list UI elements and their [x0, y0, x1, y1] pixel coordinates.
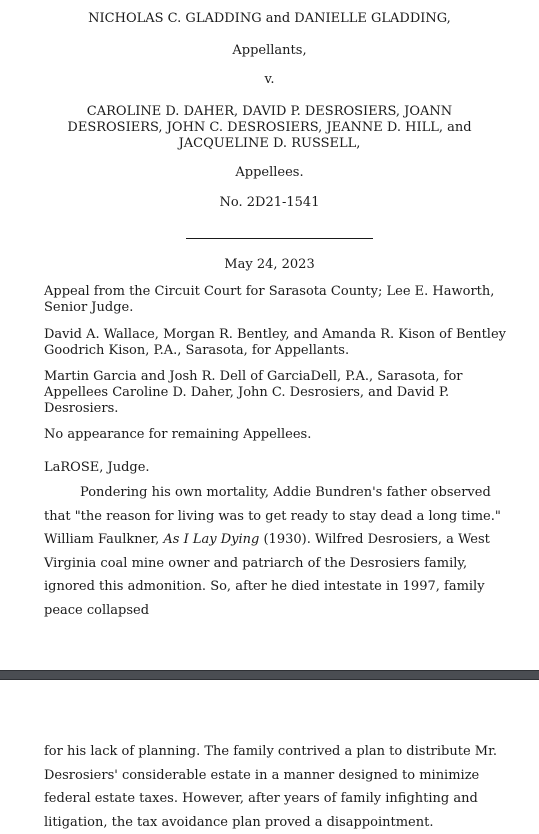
appellees-label: Appellees.	[235, 165, 304, 180]
appellees-names: CAROLINE D. DAHER, DAVID P. DESROSIERS, JOANN DESROSIERS, JOHN C. DESROSIERS, JEANNE D. HILL, and JACQUELINE D. RUSSELL,	[67, 104, 472, 151]
appellants-label: Appellants,	[232, 43, 307, 58]
versus-label: v.	[264, 72, 275, 87]
page-break-divider	[0, 670, 539, 680]
opinion-paragraph-1	[44, 481, 514, 622]
appellants-names: NICHOLAS C. GLADDING and DANIELLE GLADDING,	[88, 11, 451, 26]
no-appearance-text: No appearance for remaining Appellees.	[44, 427, 312, 442]
opinion-paragraph-1-continued: for his lack of planning. The family contrived a plan to distribute Mr. Desrosiers' considerable estate in a manner designed to minimize federal estate taxes. However, after years of family infighting and litigation, the tax avoidance plan proved a disappointment.	[44, 744, 498, 830]
paragraph-text-start: Pondering his own mortality, Addie Bundren's father observed that "the reason for living was to get ready to stay dead a long time." William Faulkner,	[44, 485, 501, 547]
appellees-counsel-text: Martin Garcia and Josh R. Dell of GarciaDell, P.A., Sarasota, for Appellees Caroline D. Daher, John C. Desrosiers, and David P. Desrosiers.	[44, 369, 463, 416]
caption-divider-rule	[186, 238, 373, 239]
document-page-2	[0, 680, 539, 831]
case-number: No. 2D21-1541	[219, 195, 320, 210]
appeal-from-text: Appeal from the Circuit Court for Sarasota County; Lee E. Haworth, Senior Judge.	[44, 284, 495, 315]
paragraph-text-end: (1930). Wilfred Desrosiers, a West Virginia coal mine owner and patriarch of the Desrosiers family, ignored this admonition. So, after he died intestate in 1997, family peace collapsed	[44, 532, 490, 618]
book-title-italic: As I Lay Dying	[163, 532, 260, 547]
appellants-counsel-text: David A. Wallace, Morgan R. Bentley, and Amanda R. Kison of Bentley Goodrich Kison, P.A., Sarasota, for Appellants.	[44, 327, 506, 358]
decision-date: May 24, 2023	[224, 257, 315, 272]
judge-name: LaROSE, Judge.	[44, 460, 150, 475]
